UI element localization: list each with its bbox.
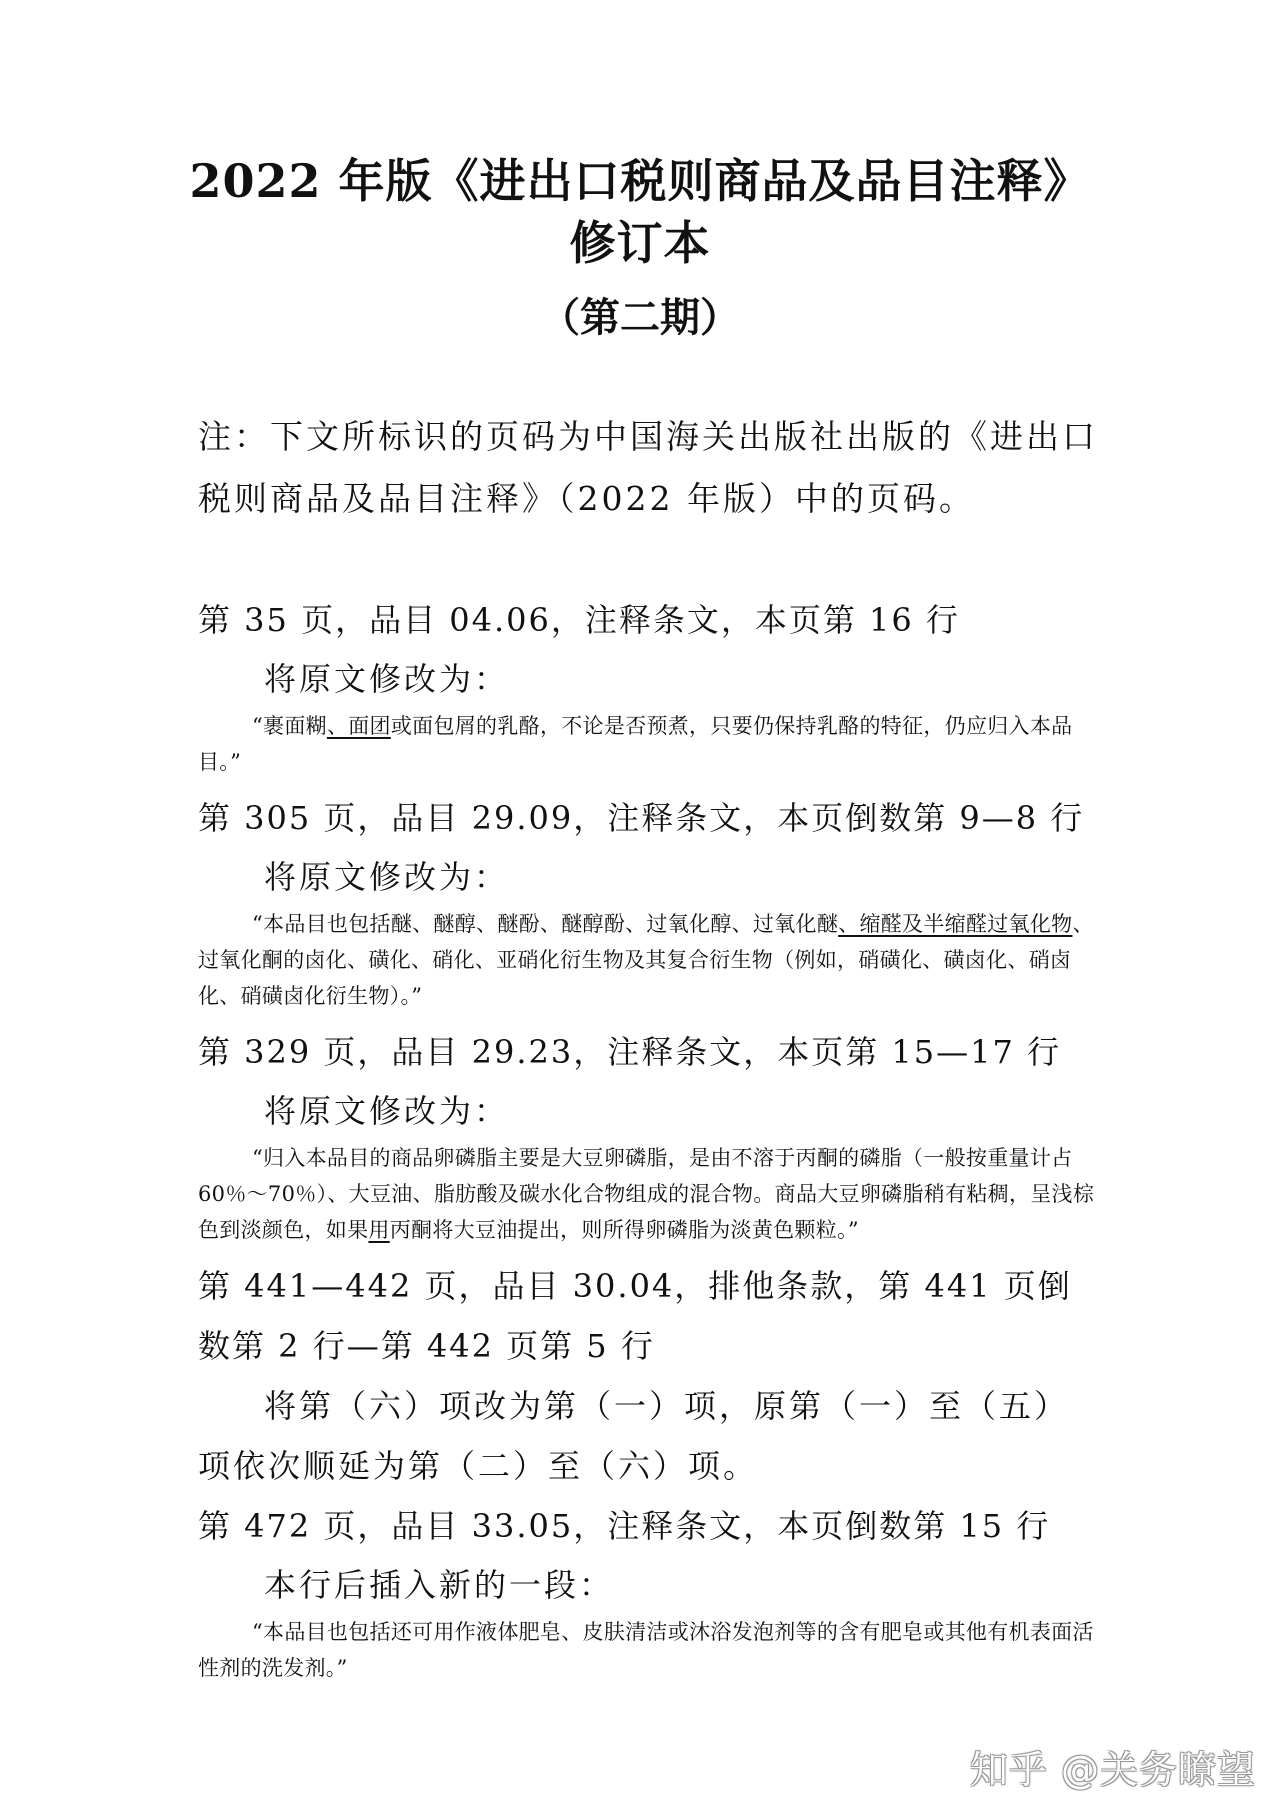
entry-heading: 第 35 页，品目 04.06，注释条文，本页第 16 行 (198, 601, 960, 639)
note-paragraph: 注：下文所标识的页码为中国海关出版社出版的《进出口税则商品及品目注释》（2022 年版）中的页码。 (198, 417, 1098, 518)
quote-text: “裹面糊 (252, 714, 327, 738)
quote-underlined-text: 、缩醛及半缩醛过氧化物 (838, 912, 1073, 936)
entry-heading: 第 472 页，品目 33.05，注释条文，本页倒数第 15 行 (198, 1507, 1051, 1545)
document-subtitle: 修订本 (569, 216, 711, 270)
watermark: 知乎 @关务瞭望 (969, 1748, 1256, 1792)
entry-instruction: 本行后插入新的一段： (264, 1566, 615, 1604)
entry-heading: 第 441—442 页，品目 30.04，排他条款，第 441 页倒数第 2 行—第 442 页第 5 行 (198, 1267, 1072, 1365)
title-block (0, 150, 1280, 348)
entry-quote (198, 906, 1098, 1014)
entry-instruction: 将原文修改为： (264, 858, 510, 896)
issue-number: （第二期） (540, 294, 740, 341)
quote-underlined-text: 用 (368, 1218, 390, 1242)
revision-entry (198, 590, 1098, 780)
revision-entry (198, 1496, 1098, 1686)
quote-text: “本品目也包括还可用作液体肥皂、皮肤清洁或沐浴发泡剂等的含有肥皂或其他有机表面活性剂的洗发剂。” (198, 1620, 1094, 1680)
quote-text: 、过氧化酮的卤化、磺化、硝化、亚硝化衍生物及其复合衍生物（例如，硝磺化、磺卤化、硝卤化、硝磺卤化衍生物）。” (198, 912, 1094, 1008)
entry-quote (198, 708, 1098, 780)
quote-text: 丙酮将大豆油提出，则所得卵磷脂为淡黄色颗粒。” (389, 1218, 859, 1242)
entry-instruction: 将原文修改为： (264, 1092, 510, 1130)
revision-entry (198, 788, 1098, 1014)
revision-list (198, 590, 1098, 1694)
quote-text: “本品目也包括醚、醚醇、醚酚、醚醇酚、过氧化醇、过氧化醚 (252, 912, 839, 936)
quote-text: 或面包屑的乳酪，不论是否预煮，只要仍保持乳酪的特征，仍应归入本品目。” (198, 714, 1073, 774)
entry-heading: 第 305 页，品目 29.09，注释条文，本页倒数第 9—8 行 (198, 799, 1085, 837)
entry-heading: 第 329 页，品目 29.23，注释条文，本页第 15—17 行 (198, 1033, 1061, 1071)
document-title: 2022 年版《进出口税则商品及品目注释》 (189, 154, 1091, 208)
quote-text: “归入本品目的商品卵磷脂主要是大豆卵磷脂，是由不溶于丙酮的磷脂（一般按重量计占60％～70％）、大豆油、脂肪酸及碳水化合物组成的混合物。商品大豆卵磷脂稍有粘稠，呈浅棕色到淡颜色，如果 (198, 1146, 1095, 1242)
entry-instruction: 将原文修改为： (264, 660, 510, 698)
entry-instruction: 将第（六）项改为第（一）项，原第（一）至（五）项依次顺延为第（二）至（六）项。 (198, 1387, 1070, 1485)
entry-quote (198, 1614, 1098, 1686)
revision-entry (198, 1256, 1098, 1496)
entry-quote (198, 1140, 1098, 1248)
quote-underlined-text: 、面团 (326, 714, 391, 738)
revision-entry (198, 1022, 1098, 1248)
